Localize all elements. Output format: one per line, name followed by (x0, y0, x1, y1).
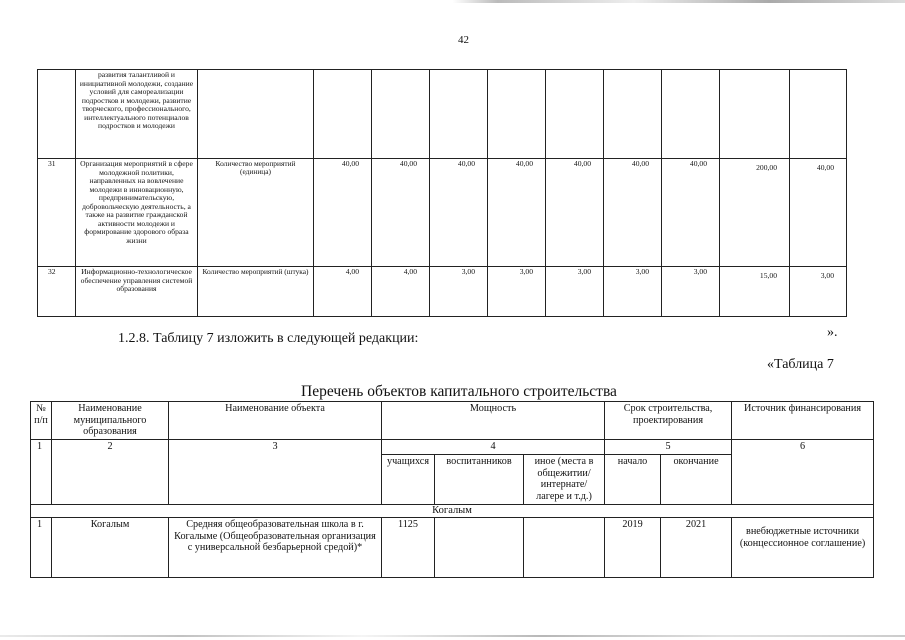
page-number: 42 (458, 34, 469, 46)
capacity-pupils (435, 517, 524, 577)
indicator: Количество мероприятий (единица) (198, 159, 314, 267)
closing-quote: ». (827, 325, 838, 340)
capacity-students: 1125 (382, 517, 435, 577)
value-cell (604, 70, 662, 159)
value-cell: 40,00 (488, 159, 546, 267)
sub-header-students: учащихся (382, 454, 435, 504)
municipality: Когалым (52, 517, 169, 577)
sub-header-end: окончание (661, 454, 732, 504)
header-object: Наименование объекта (169, 402, 382, 440)
row-number: 32 (38, 267, 76, 317)
table-row (31, 517, 874, 577)
group-label: Когалым (31, 504, 874, 517)
funding-source: внебюджетные источники (концессионное соглашение) (732, 517, 874, 577)
col-number: 2 (52, 440, 169, 505)
value-cell: 40,00 (662, 159, 720, 267)
value-cell (430, 70, 488, 159)
term-end: 2021 (661, 517, 732, 577)
value-cell: 3,00 (662, 267, 720, 317)
row-number: 31 (38, 159, 76, 267)
sub-header-start: начало (605, 454, 661, 504)
table-row (38, 159, 847, 267)
value-cell: 40,00 (372, 159, 430, 267)
col-number: 1 (31, 440, 52, 505)
capacity-other (524, 517, 605, 577)
value-cell (720, 70, 790, 159)
value-cell: 3,00 (546, 267, 604, 317)
value-cell: 3,00 (790, 267, 847, 317)
capital-construction-table (30, 401, 874, 578)
value-cell: 3,00 (488, 267, 546, 317)
term-start: 2019 (605, 517, 661, 577)
indicator (198, 70, 314, 159)
col-number: 5 (605, 440, 732, 455)
value-cell (662, 70, 720, 159)
header-row (31, 402, 874, 440)
table-title: Перечень объектов капитального строительства (301, 383, 617, 400)
value-cell: 200,00 (720, 159, 790, 267)
table-row (38, 70, 847, 159)
header-source: Источник финансирования (732, 402, 874, 440)
sub-header-other: иное (места в общежитии/ интернате/ лагере и т.д.) (524, 454, 605, 504)
table-label: «Таблица 7 (767, 357, 834, 372)
col-number: 4 (382, 440, 605, 455)
sub-header-pupils: воспитанников (435, 454, 524, 504)
object-name: Средняя общеобразовательная школа в г. Когалыме (Общеобразовательная организация с универсальной безбарьерной средой)* (169, 517, 382, 577)
table-row (38, 267, 847, 317)
value-cell: 40,00 (790, 159, 847, 267)
scan-edge-top (0, 0, 905, 3)
value-cell: 15,00 (720, 267, 790, 317)
header-municipality: Наименование муниципального образования (52, 402, 169, 440)
header-num: № п/п (31, 402, 52, 440)
header-capacity: Мощность (382, 402, 605, 440)
continuation-table (37, 69, 847, 317)
scan-edge-bottom (0, 635, 905, 637)
value-cell: 40,00 (546, 159, 604, 267)
value-cell: 3,00 (430, 267, 488, 317)
value-cell (790, 70, 847, 159)
value-cell: 40,00 (430, 159, 488, 267)
value-cell: 40,00 (604, 159, 662, 267)
value-cell (372, 70, 430, 159)
event-name: Организация мероприятий в сфере молодежной политики, направленных на вовлечение молодежи в инновационную, предпринимательскую, добровольческую деятельность, а также на развитие гражданской активности молодежи и формирование здорового образа жизни (76, 159, 198, 267)
value-cell (488, 70, 546, 159)
value-cell: 4,00 (314, 267, 372, 317)
value-cell (314, 70, 372, 159)
row-number (38, 70, 76, 159)
value-cell: 4,00 (372, 267, 430, 317)
value-cell (546, 70, 604, 159)
value-cell: 3,00 (604, 267, 662, 317)
column-number-row (31, 440, 874, 455)
section-heading: 1.2.8. Таблицу 7 изложить в следующей редакции: (118, 331, 419, 346)
indicator: Количество мероприятий (штука) (198, 267, 314, 317)
event-name: Информационно-технологическое обеспечение управления системой образования (76, 267, 198, 317)
col-number: 6 (732, 440, 874, 505)
group-row (31, 504, 874, 517)
row-number: 1 (31, 517, 52, 577)
value-cell: 40,00 (314, 159, 372, 267)
header-term: Срок строительства, проектирования (605, 402, 732, 440)
event-name: развития талантливой и инициативной молодежи, создание условий для самореализации подростков и молодежи, развитие творческого, профессионального, интеллектуального потенциалов подростков и молодежи (76, 70, 198, 159)
col-number: 3 (169, 440, 382, 505)
